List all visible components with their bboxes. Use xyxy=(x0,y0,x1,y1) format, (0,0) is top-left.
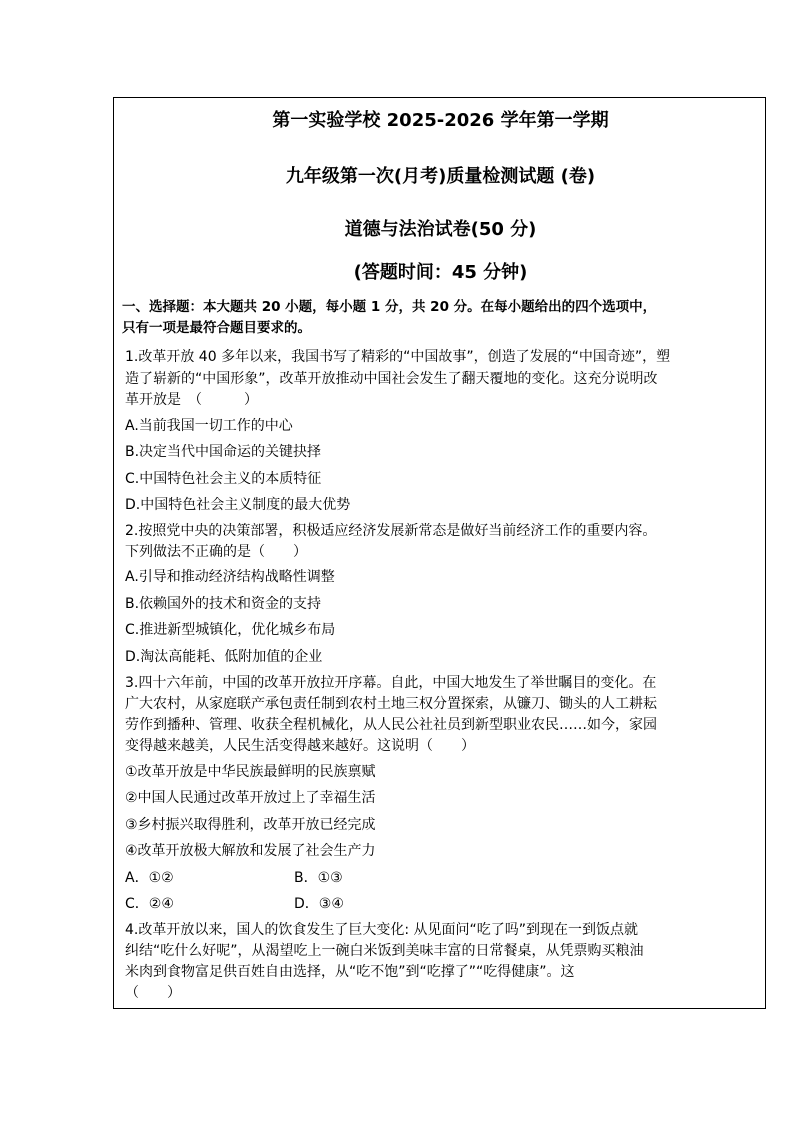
question-4-stem-line: 4.改革开放以来，国人的饮食发生了巨大变化: 从见面问“吃了吗”到现在一到饭点就 xyxy=(125,922,639,938)
question-2-option-d: D.淘汰高能耗、低附加值的企业 xyxy=(125,649,323,665)
instruction-line: 只有一项是最符合题目要求的。 xyxy=(122,320,311,336)
question-3-stem-line: 广大农村，从家庭联产承包责任制到农村土地三权分置探索，从镰刀、锄头的人工耕耘 xyxy=(125,696,657,712)
exam-paper-frame xyxy=(113,97,766,1009)
question-1-option-a: A.当前我国一切工作的中心 xyxy=(125,418,293,434)
question-3-statement-2: ②中国人民通过改革开放过上了幸福生活 xyxy=(125,790,376,806)
question-1-stem-line: 1.改革开放 40 多年以来，我国书写了精彩的“中国故事”，创造了发展的“中国奇迹”，塑 xyxy=(125,349,671,365)
question-1-stem-line: 革开放是 （ ） xyxy=(125,392,258,408)
question-3-statement-3: ③乡村振兴取得胜利，改革开放已经完成 xyxy=(125,817,376,833)
question-1-option-d: D.中国特色社会主义制度的最大优势 xyxy=(125,497,351,513)
question-3-option-d: D．③④ xyxy=(294,896,344,912)
question-4-stem-line: （ ） xyxy=(125,985,181,1001)
question-3-option-b: B．①③ xyxy=(294,870,343,886)
question-3-option-c: C．②④ xyxy=(125,896,174,912)
question-2-option-a: A.引导和推动经济结构战略性调整 xyxy=(125,569,335,585)
question-4-stem-line: 纠结“吃什么好呢”，从渴望吃上一碗白米饭到美味丰富的日常餐桌，从凭票购买粮油 xyxy=(125,943,644,959)
question-3-stem-line: 3.四十六年前，中国的改革开放拉开序幕。自此，中国大地发生了举世瞩目的变化。在 xyxy=(125,675,657,691)
question-3-option-a: A．①② xyxy=(125,870,174,886)
question-2-stem-line: 下列做法不正确的是（ ） xyxy=(125,544,307,560)
exam-title: 九年级第一次(月考)质量检测试题 (卷) xyxy=(285,166,596,187)
school-term-title: 第一实验学校 2025-2026 学年第一学期 xyxy=(272,110,609,131)
question-3-statement-1: ①改革开放是中华民族最鲜明的民族禀赋 xyxy=(125,764,376,780)
subject-title: 道德与法治试卷(50 分) xyxy=(344,219,537,240)
exam-duration: (答题时间：45 分钟) xyxy=(353,262,528,283)
question-4-stem-line: 米肉到食物富足供百姓自由选择，从“吃不饱”到“吃撑了”“吃得健康”。这 xyxy=(125,964,575,980)
question-2-option-c: C.推进新型城镇化，优化城乡布局 xyxy=(125,622,336,638)
question-2-stem-line: 2.按照党中央的决策部署，积极适应经济发展新常态是做好当前经济工作的重要内容。 xyxy=(125,523,657,539)
question-2-option-b: B.依赖国外的技术和资金的支持 xyxy=(125,596,322,612)
question-1-option-b: B.决定当代中国命运的关键抉择 xyxy=(125,444,322,460)
question-3-stem-line: 劳作到播种、管理、收获全程机械化，从人民公社社员到新型职业农民……如今，家园 xyxy=(125,717,657,733)
question-1-stem-line: 造了崭新的“中国形象”，改革开放推动中国社会发生了翻天覆地的变化。这充分说明改 xyxy=(125,371,658,387)
instruction-line: 一、选择题：本大题共 20 小题，每小题 1 分，共 20 分。在每小题给出的四个选项中， xyxy=(122,299,657,315)
section-instruction xyxy=(122,297,762,339)
question-3-stem-line: 变得越来越美，人民生活变得越来越好。这说明（ ） xyxy=(125,738,475,754)
question-1-option-c: C.中国特色社会主义的本质特征 xyxy=(125,471,322,487)
question-3-statement-4: ④改革开放极大解放和发展了社会生产力 xyxy=(125,843,376,859)
